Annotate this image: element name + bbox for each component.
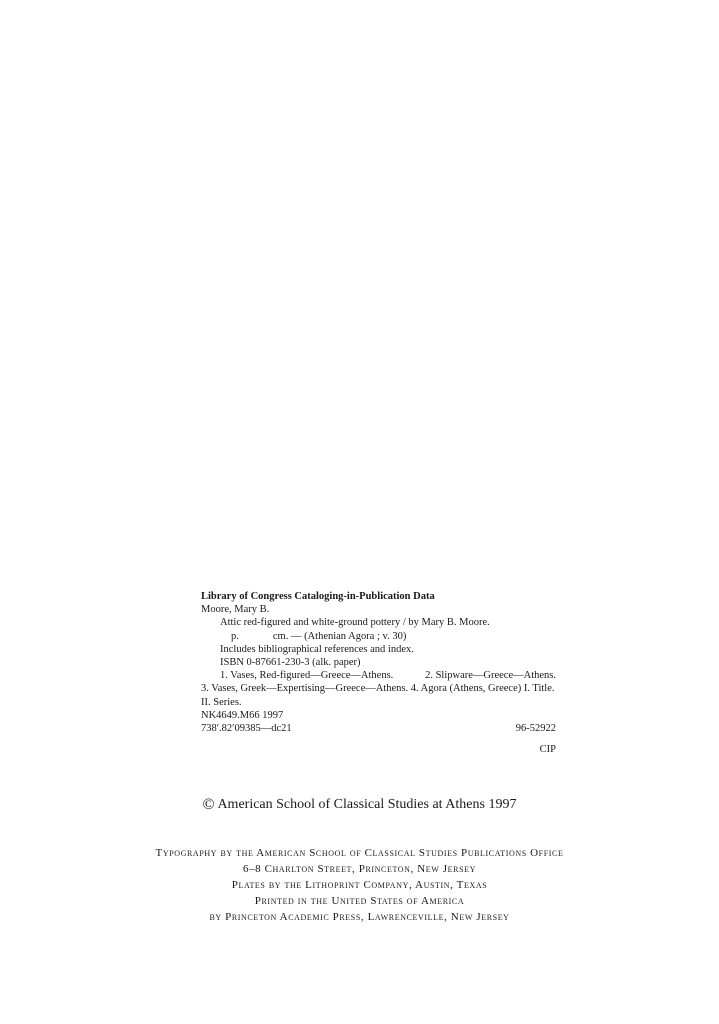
cip-lccn: 96-52922 (515, 723, 556, 735)
colophon-printed-in: Printed in the United States of America (254, 895, 465, 907)
cip-classification-row (201, 722, 556, 735)
colophon-printer: by Princeton Academic Press, Lawrenceville, New Jersey (209, 911, 510, 923)
cip-dewey: 738′.82′09385—dc21 (201, 723, 292, 735)
cip-heading: Library of Congress Cataloging-in-Publication Data (201, 591, 435, 602)
cip-subjects-line-1 (201, 669, 556, 682)
colophon-plates: Plates by the Lithoprint Company, Austin, Texas (231, 879, 488, 891)
cip-call-number: NK4649.M66 1997 (201, 709, 284, 721)
copyright-text: American School of Classical Studies at Athens 1997 (217, 797, 517, 812)
cip-subjects-line-3: II. Series. (201, 696, 242, 708)
copyright-notice (0, 796, 719, 814)
cip-physical-rest: cm. — (Athenian Agora ; v. 30) (272, 630, 407, 642)
cip-notes: Includes bibliographical references and index. (220, 643, 414, 655)
cip-physical-description (201, 630, 556, 643)
colophon-address: 6–8 Charlton Street, Princeton, New Jersey (242, 863, 477, 875)
cip-physical-p: p. (231, 630, 239, 642)
colophon-typography: Typography by the American School of Classical Studies Publications Office (155, 847, 564, 859)
cip-title-statement: Attic red-figured and white-ground pottery / by Mary B. Moore. (220, 617, 490, 629)
cip-mark: CIP (539, 744, 556, 756)
cataloging-in-publication-block (201, 590, 556, 756)
cip-subject-2: 2. Slipware—Greece—Athens. (425, 670, 556, 682)
cip-subjects-line-2: 3. Vases, Greek—Expertising—Greece—Athens. 4. Agora (Athens, Greece) I. Title. (201, 683, 555, 695)
cip-subject-1: 1. Vases, Red-figured—Greece—Athens. (220, 670, 394, 682)
copyright-symbol: © (202, 796, 215, 813)
colophon (0, 845, 719, 925)
cip-isbn: ISBN 0-87661-230-3 (alk. paper) (220, 657, 361, 669)
cip-author: Moore, Mary B. (201, 604, 270, 616)
